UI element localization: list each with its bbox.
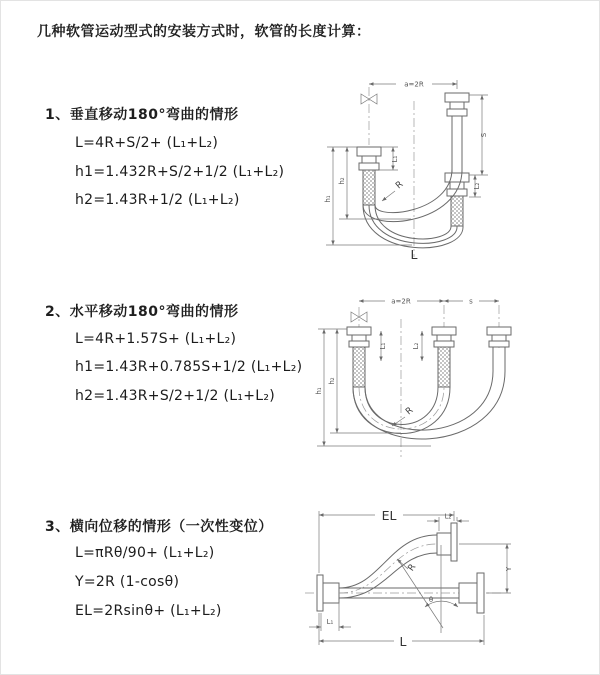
svg-text:s: s <box>469 297 473 306</box>
svg-text:S: S <box>480 132 488 138</box>
dimension-stroke-s <box>444 298 499 306</box>
svg-text:L₂: L₂ <box>412 342 420 350</box>
svg-text:L: L <box>399 634 407 649</box>
left-flange-fitting <box>357 147 381 205</box>
dimension-span <box>369 80 457 89</box>
svg-text:L₁: L₁ <box>391 155 399 163</box>
svg-text:h₂: h₂ <box>328 377 336 385</box>
radius-callout <box>397 559 418 573</box>
svg-text:a=2R: a=2R <box>404 80 424 89</box>
left-flange-fitting <box>317 575 339 611</box>
braided-hose-section <box>363 170 375 205</box>
right-flange-fitting-lower <box>445 173 469 226</box>
diagram-vertical-180-bend <box>319 69 581 265</box>
braided-hose-section <box>353 347 365 387</box>
hose-centerline <box>359 387 444 429</box>
hose-curves <box>339 535 437 598</box>
dimension-EL <box>319 508 454 573</box>
right-flange-fitting <box>459 573 484 613</box>
horizontal-bend-drawing <box>311 289 597 461</box>
section-2-heading: 2、水平移动180°弯曲的情形 <box>45 304 239 320</box>
dimension-fit-L2 <box>469 175 481 197</box>
svg-text:R: R <box>394 179 406 192</box>
upper-flange-fitting <box>437 523 457 561</box>
dimension-stroke-S <box>469 95 488 175</box>
braided-hose-section <box>438 347 450 387</box>
dimension-fit-L1 <box>379 147 399 170</box>
section-3-formula-L: L=πRθ/90+ (L₁+L₂) <box>75 545 215 561</box>
dimension-fit-L2 <box>412 331 422 361</box>
left-flange-fitting <box>347 327 371 387</box>
lateral-displacement-drawing <box>301 503 597 661</box>
svg-text:h₁: h₁ <box>324 195 332 203</box>
svg-text:R: R <box>406 562 419 574</box>
section-2-formula-h2: h2=1.43R+S/2+1/2 (L₁+L₂) <box>75 388 276 404</box>
svg-text:R: R <box>404 405 416 418</box>
svg-text:Y: Y <box>505 566 513 572</box>
section-3-heading: 3、横向位移的情形（一次性变位） <box>45 519 273 535</box>
diagram-horizontal-180-bend <box>311 289 597 465</box>
svg-text:θ: θ <box>428 596 434 604</box>
vertical-bend-drawing <box>319 69 581 261</box>
dimension-L <box>319 613 484 649</box>
svg-text:L₁: L₁ <box>326 618 334 626</box>
section-1-formula-L: L=4R+S/2+ (L₁+L₂) <box>75 135 219 151</box>
svg-text:h₂: h₂ <box>338 177 346 185</box>
svg-text:L₂: L₂ <box>473 182 481 190</box>
dimension-fit-L1 <box>309 600 351 631</box>
svg-text:EL: EL <box>381 508 397 523</box>
section-2-formula-h1: h1=1.43R+0.785S+1/2 (L₁+L₂) <box>75 359 303 375</box>
braided-hose-section <box>451 196 463 226</box>
section-3-formula-EL: EL=2Rsinθ+ (L₁+L₂) <box>75 603 222 619</box>
diagram-lateral-displacement <box>301 503 597 665</box>
right-flange-fitting-top <box>445 93 469 116</box>
svg-text:h₁: h₁ <box>315 387 323 395</box>
section-1-formula-h2: h2=1.43R+1/2 (L₁+L₂) <box>75 192 240 208</box>
hose-curves <box>353 369 505 439</box>
svg-text:L₂: L₂ <box>444 512 452 521</box>
section-2-formula-L: L=4R+1.57S+ (L₁+L₂) <box>75 331 237 347</box>
dimension-fit-L1 <box>379 331 387 361</box>
svg-text:L₁: L₁ <box>379 342 387 350</box>
section-1-heading: 1、垂直移动180°弯曲的情形 <box>45 107 239 123</box>
dimension-span <box>359 298 444 306</box>
page-title: 几种软管运动型式的安装方式时，软管的长度计算： <box>37 24 371 40</box>
length-label: L <box>410 247 418 261</box>
svg-text:a=2R: a=2R <box>391 297 411 306</box>
radius-callout <box>382 180 405 201</box>
middle-flange-fitting <box>432 327 456 387</box>
angle-theta <box>399 545 458 633</box>
section-1-formula-h1: h1=1.432R+S/2+1/2 (L₁+L₂) <box>75 164 285 180</box>
section-3-formula-Y: Y=2R (1-cosθ) <box>75 574 180 590</box>
